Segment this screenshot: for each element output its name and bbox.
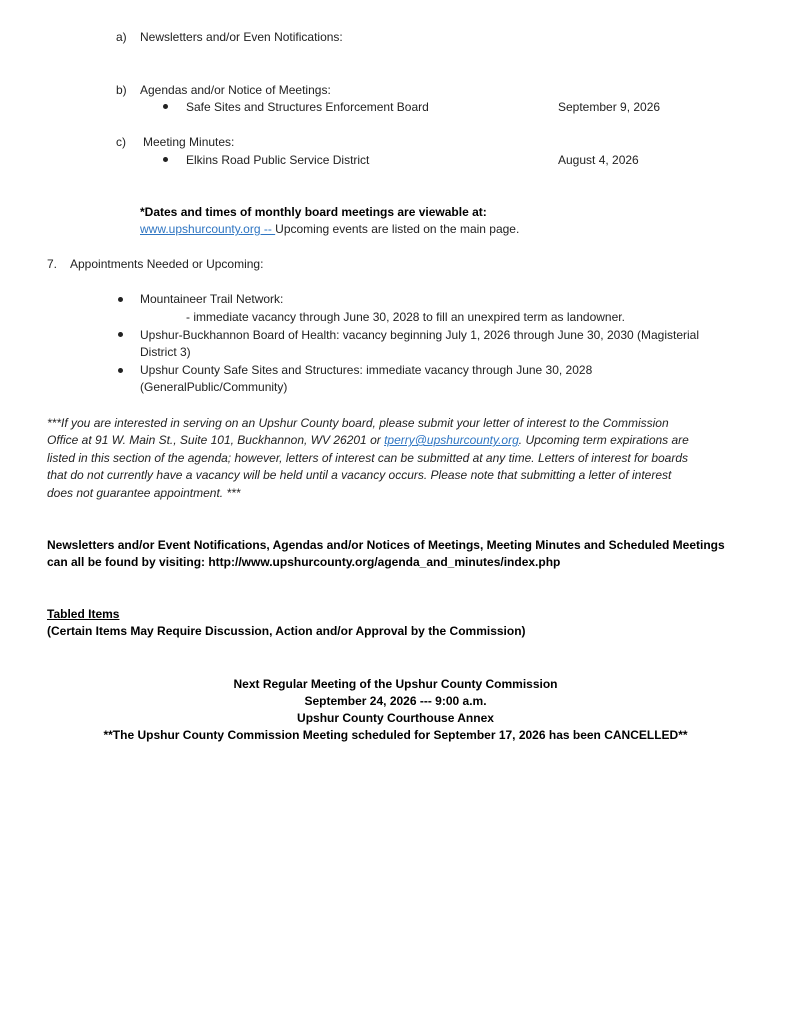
appointment-safe-sites-cont: (GeneralPublic/Community) bbox=[140, 380, 288, 394]
find-note-line2: can all be found by visiting: http://www.upshurcounty.org/agenda_and_minutes/index.php bbox=[47, 555, 561, 569]
item-b-date: September 9, 2026 bbox=[558, 100, 661, 114]
next-meeting-datetime: September 24, 2026 --- 9:00 a.m. bbox=[304, 694, 487, 708]
appointment-safe-sites: Upshur County Safe Sites and Structures: immediate vacancy through June 30, 2028 bbox=[140, 363, 593, 377]
appointment-mountaineer-detail: - immediate vacancy through June 30, 2028 to fill an unexpired term as landowner. bbox=[186, 310, 625, 324]
section-number: 7. bbox=[47, 257, 58, 271]
dates-note-rest: Upcoming events are listed on the main page. bbox=[275, 222, 520, 236]
appointment-mountaineer: Mountaineer Trail Network: bbox=[140, 292, 284, 306]
item-c-marker: c) bbox=[116, 135, 126, 149]
website-link[interactable]: www.upshurcounty.org -- bbox=[140, 222, 276, 236]
item-c-label: Meeting Minutes: bbox=[143, 135, 235, 149]
bullet-icon bbox=[163, 104, 168, 109]
item-a-marker: a) bbox=[116, 30, 127, 44]
appointment-board-of-health-cont: District 3) bbox=[140, 345, 191, 359]
interest-note-line5: does not guarantee appointment. *** bbox=[47, 486, 241, 500]
item-c-meeting: Elkins Road Public Service District bbox=[186, 153, 370, 167]
appointment-board-of-health: Upshur-Buckhannon Board of Health: vacancy beginning July 1, 2026 through June 30, 2030 (Magisterial bbox=[140, 328, 700, 342]
dates-note-heading: *Dates and times of monthly board meetings are viewable at: bbox=[140, 205, 487, 219]
tabled-items-note: (Certain Items May Require Discussion, Action and/or Approval by the Commission) bbox=[47, 624, 526, 638]
appointments-heading: Appointments Needed or Upcoming: bbox=[70, 257, 264, 271]
tabled-items-heading: Tabled Items bbox=[47, 607, 120, 621]
item-b-marker: b) bbox=[116, 83, 127, 97]
interest-note-line2-post: . Upcoming term expirations are bbox=[518, 433, 689, 447]
cancellation-notice: **The Upshur County Commission Meeting scheduled for September 17, 2026 has been CANCELLED** bbox=[103, 728, 688, 742]
next-meeting-location: Upshur County Courthouse Annex bbox=[297, 711, 494, 725]
item-b-label: Agendas and/or Notice of Meetings: bbox=[140, 83, 331, 97]
item-b-meeting: Safe Sites and Structures Enforcement Board bbox=[186, 100, 429, 114]
bullet-icon bbox=[118, 368, 123, 373]
dates-note-line bbox=[140, 221, 519, 238]
interest-note-line1: ***If you are interested in serving on an Upshur County board, please submit your letter of interest to the Commission bbox=[47, 416, 669, 430]
item-a-label: Newsletters and/or Even Notifications: bbox=[140, 30, 343, 44]
interest-note-line3: listed in this section of the agenda; however, letters of interest can be submitted at any time. Letters of interest for boards bbox=[47, 451, 689, 465]
email-link[interactable]: tperry@upshurcounty.org bbox=[384, 433, 519, 447]
interest-note-line2 bbox=[47, 432, 689, 449]
bullet-icon bbox=[163, 157, 168, 162]
find-note-line1: Newsletters and/or Event Notifications, Agendas and/or Notices of Meetings, Meeting Minutes and Scheduled Meetings bbox=[47, 538, 725, 552]
bullet-icon bbox=[118, 297, 123, 302]
next-meeting-title: Next Regular Meeting of the Upshur County Commission bbox=[233, 677, 558, 691]
bullet-icon bbox=[118, 332, 123, 337]
interest-note-line2-pre: Office at 91 W. Main St., Suite 101, Buckhannon, WV 26201 or bbox=[47, 433, 385, 447]
interest-note-line4: that do not currently have a vacancy will be held until a vacancy occurs. Please note that submitting a letter of interest bbox=[47, 468, 672, 482]
item-c-date: August 4, 2026 bbox=[558, 153, 639, 167]
